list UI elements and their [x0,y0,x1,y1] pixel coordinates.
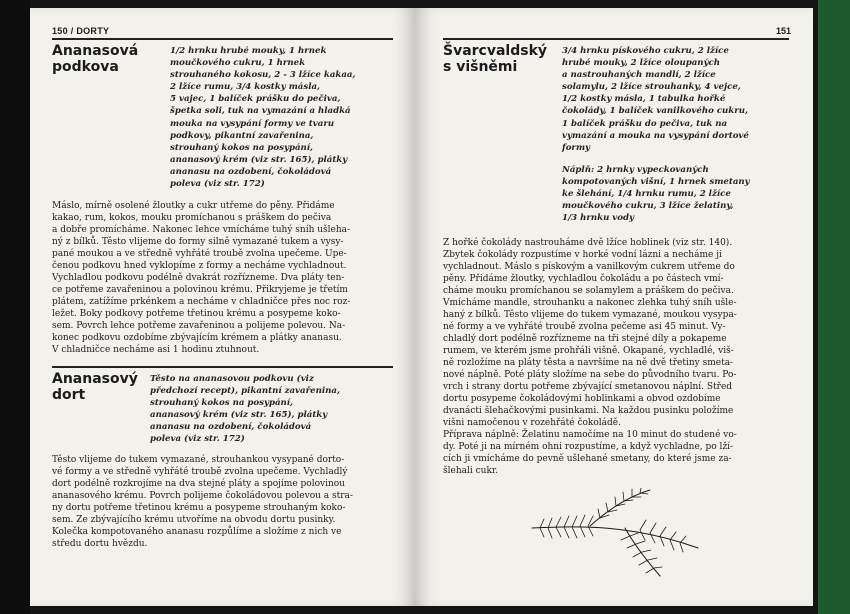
text-line: plátem, zatížíme prkénkem a necháme v chladničce přes noc roz- [52,297,351,307]
section-rule [52,366,393,368]
text-line: Kolečka kompotovaného ananasu rozpůlíme a složíme z nich ve [52,527,342,537]
book-cover-edge [818,0,850,614]
text-line: cích ji vmícháme do pevně ušlehané smetany, do které jsme za- [443,454,732,464]
text-line: višni namočenou v rozehřáté čokoládě. [443,418,621,428]
ingredient-line: mouka na vysypání formy ve tvaru [170,118,335,129]
ingredient-line: 3/4 hrnku pískového cukru, 2 lžíce [562,46,729,56]
ingredient-line: 2 lžíce rumu, 3/4 kostky másla, [170,82,321,93]
text-line: Těsto vlijeme do tukem vymazané, strouhankou vysypané dorto- [52,455,345,465]
text-line: ležet. Boky podkovy potřeme třetinou krému a posypeme koko- [52,309,341,319]
page-number: 151 [775,26,791,36]
header-rule [52,38,393,40]
filling-ingredients-list [562,164,750,224]
text-line: ananasového krému. Povrch polijeme čokoládovou polevou a stra- [52,491,353,501]
right-page [415,8,813,606]
text-line: cháme mouku promíchanou se solamylem a práškem do pečiva. [443,286,734,296]
text-line: dy. Poté ji na mírném ohni rozpustíme, a když vychladne, po lží- [443,442,734,452]
title-line: s višněmi [443,59,518,75]
ingredient-line: ananasový krém (viz str. 165), plátky [170,154,348,165]
ingredients-list [170,45,355,190]
ingredients-list [562,45,749,154]
title-line: dort [52,387,86,403]
text-line: nové náplně. Poté pláty složíme na sebe do původního tvaru. Po- [443,370,737,380]
ingredient-line: strouhaný kokos na posypání, [150,398,294,409]
title-line: podkova [52,59,119,75]
text-line: dvanácti šlehačkovými pusinkami. Na každou pusinku položíme [443,406,734,416]
title-line: Švarcvaldský [443,43,548,59]
ingredient-line: 1/2 kostky másla, 1 tabulka hořké [562,94,726,105]
ingredient-line: strouhaného kokosu, 2 - 3 lžíce kakaa, [170,70,356,81]
text-line: ný z bílků. Těsto vlijeme do formy silně vymazané tukem a vysy- [52,237,344,247]
recipe-instructions [52,454,394,550]
text-line: né formy a ve vyhřáté troubě zvolna pečeme asi 45 minut. Vy- [443,322,726,332]
ingredient-line: 5 vajec, 1 balíček prášku do pečiva, [170,94,341,105]
ingredient-line: 1 balíček prášku do pečiva, tuk na [562,118,728,129]
ingredient-line: poleva (viz str. 172) [170,179,265,190]
ingredient-line: vymazání a mouka na vysypání dortové [562,130,749,141]
recipe-title-svarcvaldsky [443,43,547,75]
left-page [30,8,415,606]
text-line: Vychladlou podkovu podélně dvakrát rozřízneme. Dva pláty ten- [52,273,345,283]
ingredient-line: 1/3 hrnku vody [562,213,635,224]
page-header-left: 150 / DORTY [52,26,110,36]
pine-branch-illustration [530,488,700,578]
ingredient-line: strouhaný kokos na posypání, [170,142,314,153]
text-line: a dobře promícháme. Nakonec lehce vmícháme tuhý sníh ušleha- [52,225,351,235]
ingredient-line: ananasu na ozdobení, čokoládová [170,166,332,177]
ingredient-line: moučkového cukru, 3 lžíce želatiny, [562,201,734,212]
text-line: ny dortu potřeme třetinou krému a posypeme strouhaným koko- [52,503,346,513]
ingredient-line: 1/2 hrnku hrubé mouky, 1 hrnek [170,46,327,56]
book-edge-left [0,0,30,614]
text-line: konec podkovu ozdobíme zbývajícím krémem a plátky ananasu. [52,333,342,343]
ingredient-line: ke šlehání, 1/4 hrnku rumu, 2 lžíce [562,189,731,200]
ingredient-line: ananasový krém (viz str. 165), plátky [150,410,328,421]
text-line: vychladnout. Máslo s pískovým a vanilkovým cukrem utřeme do [443,262,735,272]
text-line: V chladničce necháme asi 1 hodinu ztuhnout. [52,345,260,355]
recipe-instructions [443,237,789,477]
text-line: rumem, ve kterém jsme prohřáli višně. Okapané, vychladlé, viš- [443,346,734,356]
text-line: Máslo, mírně osolené žloutky a cukr utřeme do pěny. Přidáme [52,201,335,211]
text-line: kakao, rum, kokos, mouku promíchanou s práškem do pečiva [52,213,332,223]
text-line: Příprava náplně: Želatinu namočíme na 10 minut do studené vo- [443,430,737,440]
ingredient-line: hrubé mouky, 2 lžíce oloupaných [562,58,721,69]
text-line: vrch i strany dortu potřeme zbývající smetanovou náplní. Střed [443,382,733,392]
ingredient-line: formy [562,142,591,153]
recipe-title-ananasovy-dort [52,371,138,403]
ingredient-line: moučkového cukru, 1 hrnek [170,58,306,69]
text-line: vé formy a ve středně vyhřáté troubě zvolna upečeme. Vychladlý [52,467,348,477]
text-line: šlehali cukr. [443,466,499,476]
text-line: pěny. Přidáme žloutky, vychladlou čokoládu a po částech vmí- [443,274,724,284]
recipe-title-ananasova-podkova [52,43,138,75]
text-line: pané moukou a ve středně vyhřáté troubě zvolna upečeme. Upe- [52,249,347,259]
text-line: dort podélně rozkrojíme na dva stejné pláty a spojíme polovinou [52,479,345,489]
ingredient-line: kompotovaných višní, 1 hrnek smetany [562,177,750,188]
ingredient-line: Těsto na ananasovou podkovu (viz [150,374,314,384]
text-line: haný z bílků. Těsto vlijeme do tukem vymazané, moukou vysypa- [443,310,737,320]
text-line: Zbytek čokolády rozpustíme v horké vodní lázni a necháme ji [443,250,722,260]
ingredients-list [150,373,340,446]
ingredient-line: solamylu, 2 lžíce strouhanky, 4 vejce, [562,82,741,93]
text-line: Z hořké čokolády nastrouháme dvě lžíce hoblinek (viz str. 140). [443,238,733,248]
ingredient-line: Náplň: 2 hrnky vypeckovaných [562,165,709,175]
recipe-instructions [52,200,394,356]
ingredient-line: ananasu na ozdobení, čokoládová [150,422,312,433]
text-line: Vmícháme mandle, strouhanku a nakonec zlehka tuhý sníh ušle- [443,298,737,308]
text-line: ce potřeme zavařeninou a polovinou krému. Přikryjeme je třetím [52,285,348,295]
title-line: Ananasový [52,371,138,387]
text-line: dortu posypeme čokoládovými hoblinkami a obvod ozdobíme [443,394,721,404]
ingredient-line: poleva (viz str. 172) [150,434,245,445]
ingredient-line: špetka soli, tuk na vymazání a hladká [170,106,351,117]
text-line: chladlý dort podélně rozřízneme na tři stejné díly a pokapeme [443,334,727,344]
text-line: sem. Povrch lehce potřeme zavařeninou a polijeme polevou. Na- [52,321,346,331]
ingredient-line: a nastrouhaných mandlí, 2 lžíce [562,70,716,81]
text-line: ně rozložíme na pláty těsta a navršíme na ně dvě třetiny smeta- [443,358,734,368]
header-rule [443,38,789,40]
ingredient-line: čokolády, 1 balíček vanilkového cukru, [562,106,749,117]
ingredient-line: podkovy, pikantní zavařenina, [170,130,314,141]
title-line: Ananasová [52,43,139,59]
text-line: sem. Ze zbývajícího krému utvoříme na obvodu dortu pusinky. [52,515,336,525]
text-line: čenou podkovu hned vyklopíme z formy a necháme vychladnout. [52,261,347,271]
text-line: středu dortu hvězdu. [52,539,148,549]
ingredient-line: předchozí recept), pikantní zavařenina, [150,386,340,397]
